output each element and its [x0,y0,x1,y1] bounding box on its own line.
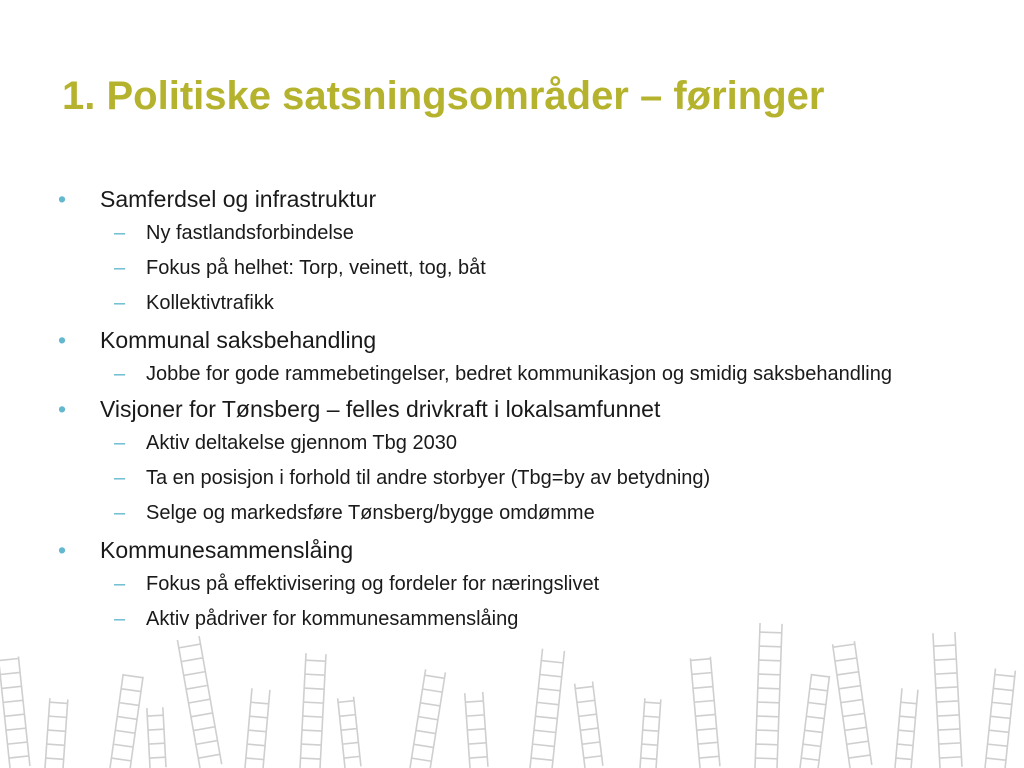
sub-item-text: Kollektivtrafikk [146,292,274,314]
bullet-icon: • [58,327,67,353]
sub-item [100,462,988,493]
sub-item-text: Ta en posisjon i forhold til andre storbyer (Tbg=by av betydning) [146,467,711,489]
bullet-item [58,391,988,528]
dash-icon: – [114,467,126,489]
sub-list [100,358,988,387]
bullet-text: Kommunesammenslåing [100,537,354,563]
bullet-list [58,181,988,638]
sub-item [100,427,988,458]
sub-item-text: Aktiv deltakelse gjennom Tbg 2030 [146,432,457,454]
sub-item-text: Aktiv pådriver for kommunesammenslåing [146,608,519,630]
sub-list [100,217,988,318]
sub-item [100,217,988,248]
sub-item [100,603,988,634]
dash-icon: – [114,292,126,314]
dash-icon: – [114,363,126,385]
bullet-item [58,322,988,387]
bullet-icon: • [58,186,67,212]
dash-icon: – [114,502,126,524]
sub-item-text: Fokus på effektivisering og fordeler for næringslivet [146,573,600,595]
bullet-item [58,532,988,634]
sub-item-text: Ny fastlandsforbindelse [146,222,354,244]
dash-icon: – [114,432,126,454]
sub-item [100,358,988,387]
sub-item [100,252,988,283]
bullet-text: Samferdsel og infrastruktur [100,186,377,212]
dash-icon: – [114,573,126,595]
bullet-text: Kommunal saksbehandling [100,327,377,353]
sub-list [100,568,988,634]
dash-icon: – [114,608,126,630]
sub-item-text: Jobbe for gode rammebetingelser, bedret kommunikasjon og smidig saksbehandling [146,363,892,385]
sub-item [100,287,988,318]
bullet-icon: • [58,537,67,563]
sub-item-text: Fokus på helhet: Torp, veinett, tog, båt [146,257,486,279]
sub-item-text: Selge og markedsføre Tønsberg/bygge omdømme [146,502,595,524]
sub-list [100,427,988,528]
dash-icon: – [114,257,126,279]
bullet-text: Visjoner for Tønsberg – felles drivkraft i lokalsamfunnet [100,396,661,422]
dash-icon: – [114,222,126,244]
bullet-item [58,181,988,318]
slide-title: 1. Politiske satsningsområder – føringer [62,74,825,118]
sub-item [100,497,988,528]
bullet-icon: • [58,396,67,422]
sub-item [100,568,988,599]
